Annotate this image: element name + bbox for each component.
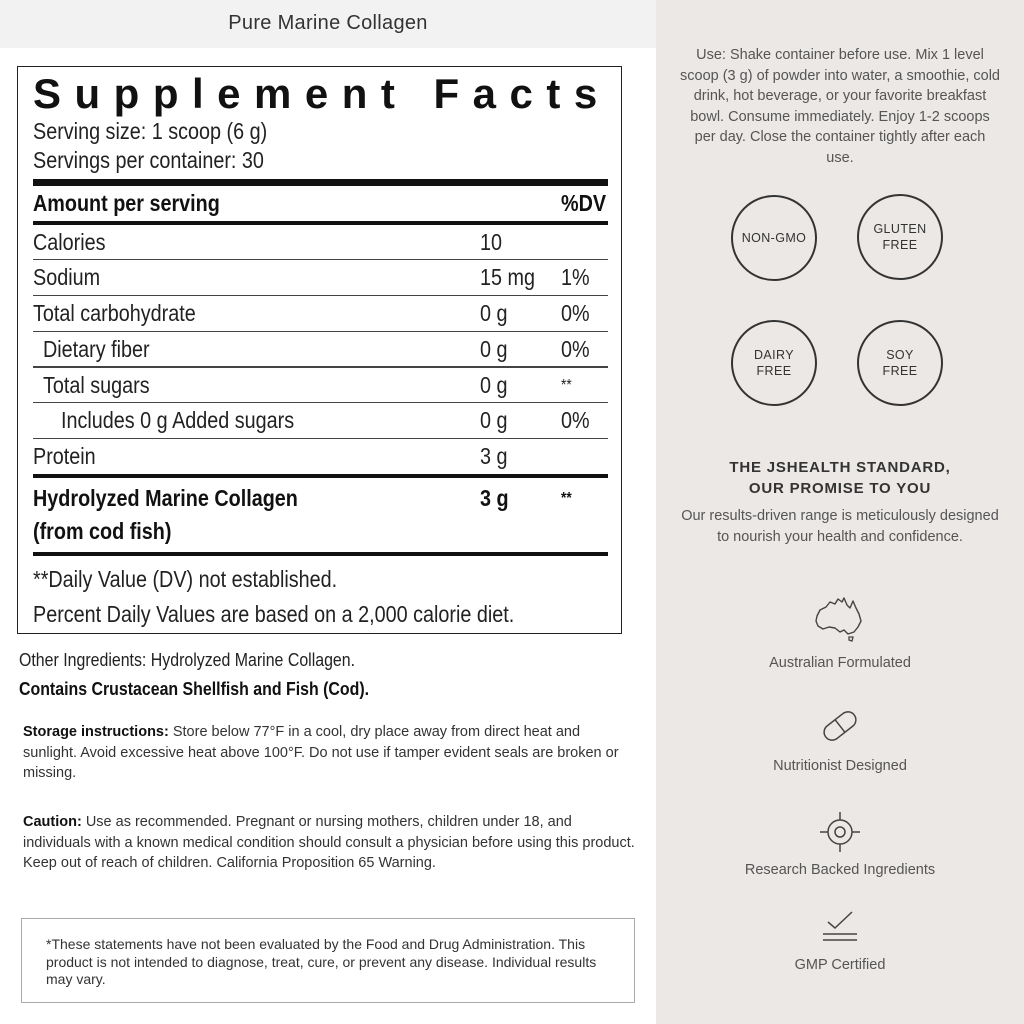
nutrient-name: Includes 0 g Added sugars — [61, 407, 295, 434]
standard-title — [680, 458, 1000, 499]
facts-row-total-sugars — [33, 368, 608, 403]
nutrient-amount: 0 g — [480, 371, 508, 398]
facts-row-sodium — [33, 260, 608, 295]
facts-header-row — [33, 186, 608, 221]
feature-label-research: Research Backed Ingredients — [744, 862, 936, 878]
nutrient-name: Total carbohydrate — [33, 300, 196, 327]
divider-medium — [33, 552, 608, 556]
non-gmo-badge — [731, 195, 817, 281]
standard-title-line2: OUR PROMISE TO YOU — [748, 479, 932, 497]
nutrient-amount: 15 mg — [480, 264, 535, 291]
supplement-facts-title: Supplement Facts — [33, 70, 611, 117]
facts-row-total-carbohydrate — [33, 296, 608, 331]
gluten-free-badge — [857, 194, 943, 280]
storage-instructions — [23, 722, 635, 784]
crosshair-icon — [818, 810, 862, 854]
supplement-facts-panel — [17, 66, 622, 634]
allergen-statement: Contains Crustacean Shellfish and Fish (Cod). — [19, 678, 370, 699]
facts-row-calories — [33, 225, 608, 260]
other-ingredients: Other Ingredients: Hydrolyzed Marine Collagen. — [19, 649, 356, 670]
facts-row-dietary-fiber — [33, 332, 608, 367]
nutrient-name: Sodium — [33, 264, 101, 291]
checkmark-icon — [820, 908, 860, 944]
capsule-icon — [818, 706, 862, 746]
storage-text: Store below 77°F in a cool, dry place away from direct heat and sunlight. Avoid excessive heat above 100°F. Do not use if tamper evident seals are broken or missing. — [23, 724, 619, 781]
collagen-dv: ** — [561, 489, 572, 507]
dairy-free-badge — [731, 320, 817, 406]
storage-label: Storage instructions: — [23, 724, 169, 740]
collagen-name — [33, 482, 298, 548]
facts-row-added-sugars — [33, 403, 608, 438]
facts-row-marine-collagen — [33, 478, 608, 552]
nutrient-name: Dietary fiber — [43, 335, 150, 362]
footnote-dv: **Daily Value (DV) not established. — [33, 565, 338, 592]
nutrient-name: Total sugars — [43, 371, 150, 398]
nutrient-amount: 0 g — [480, 407, 508, 434]
amount-per-serving-header: Amount per serving — [33, 190, 220, 216]
facts-row-protein — [33, 439, 608, 474]
collagen-name-line1: Hydrolyzed Marine Collagen — [33, 484, 298, 511]
use-instructions: Use: Shake container before use. Mix 1 level scoop (3 g) of powder into water, a smoothie, cold drink, hot beverage, or your favorite breakfast bowl. Consume immediately. Enjoy 1-2 scoops per day. Close the container tightly after each use. — [680, 47, 1000, 166]
caution-label: Caution: — [23, 814, 82, 830]
collagen-name-line2: (from cod fish) — [33, 517, 172, 544]
badge-label: NON-GMO — [741, 231, 807, 245]
feature-label-gmp: GMP Certified — [794, 957, 886, 973]
servings-per-container: Servings per container: 30 — [33, 147, 264, 173]
product-name: Pure Marine Collagen — [0, 0, 656, 48]
nutrient-amount: 0 g — [480, 335, 508, 362]
badge-label: DAIRY FREE — [754, 348, 794, 378]
footnote-calorie: Percent Daily Values are based on a 2,000 calorie diet. — [33, 600, 515, 627]
nutrient-dv: 0% — [561, 335, 590, 362]
nutrient-dv: 0% — [561, 407, 590, 434]
caution-body: Use as recommended. Pregnant or nursing mothers, children under 18, and individuals with a known medical condition should consult a physician before using this product. Keep out of reach of children. California Proposition 65 Warning. — [23, 814, 635, 871]
nutrient-dv: 1% — [561, 264, 590, 291]
nutrient-name: Protein — [33, 443, 96, 470]
caution-text — [23, 812, 635, 874]
dv-header: %DV — [561, 190, 607, 216]
nutrient-amount: 3 g — [480, 443, 508, 470]
nutrient-amount: 0 g — [480, 300, 508, 327]
collagen-amount: 3 g — [480, 484, 509, 511]
soy-free-badge — [857, 320, 943, 406]
australia-map-icon — [814, 596, 864, 642]
standard-description: Our results-driven range is meticulously designed to nourish your health and confidence. — [681, 508, 999, 545]
nutrient-dv: ** — [561, 376, 572, 394]
fda-disclaimer: *These statements have not been evaluated by the Food and Drug Administration. This product is not intended to diagnose, treat, cure, or prevent any disease. Individual results may vary. — [21, 918, 635, 1003]
badge-label: SOY FREE — [882, 348, 918, 378]
serving-size: Serving size: 1 scoop (6 g) — [33, 118, 268, 144]
nutrient-dv: 0% — [561, 300, 590, 327]
nutrient-amount: 10 — [480, 228, 503, 255]
nutrient-name: Calories — [33, 228, 106, 255]
feature-label-australian: Australian Formulated — [769, 655, 911, 671]
divider-thick — [33, 179, 608, 186]
standard-title-line1: THE JSHEALTH STANDARD, — [729, 459, 951, 476]
badge-label: GLUTEN FREE — [873, 222, 927, 252]
feature-label-nutritionist: Nutritionist Designed — [773, 758, 907, 774]
